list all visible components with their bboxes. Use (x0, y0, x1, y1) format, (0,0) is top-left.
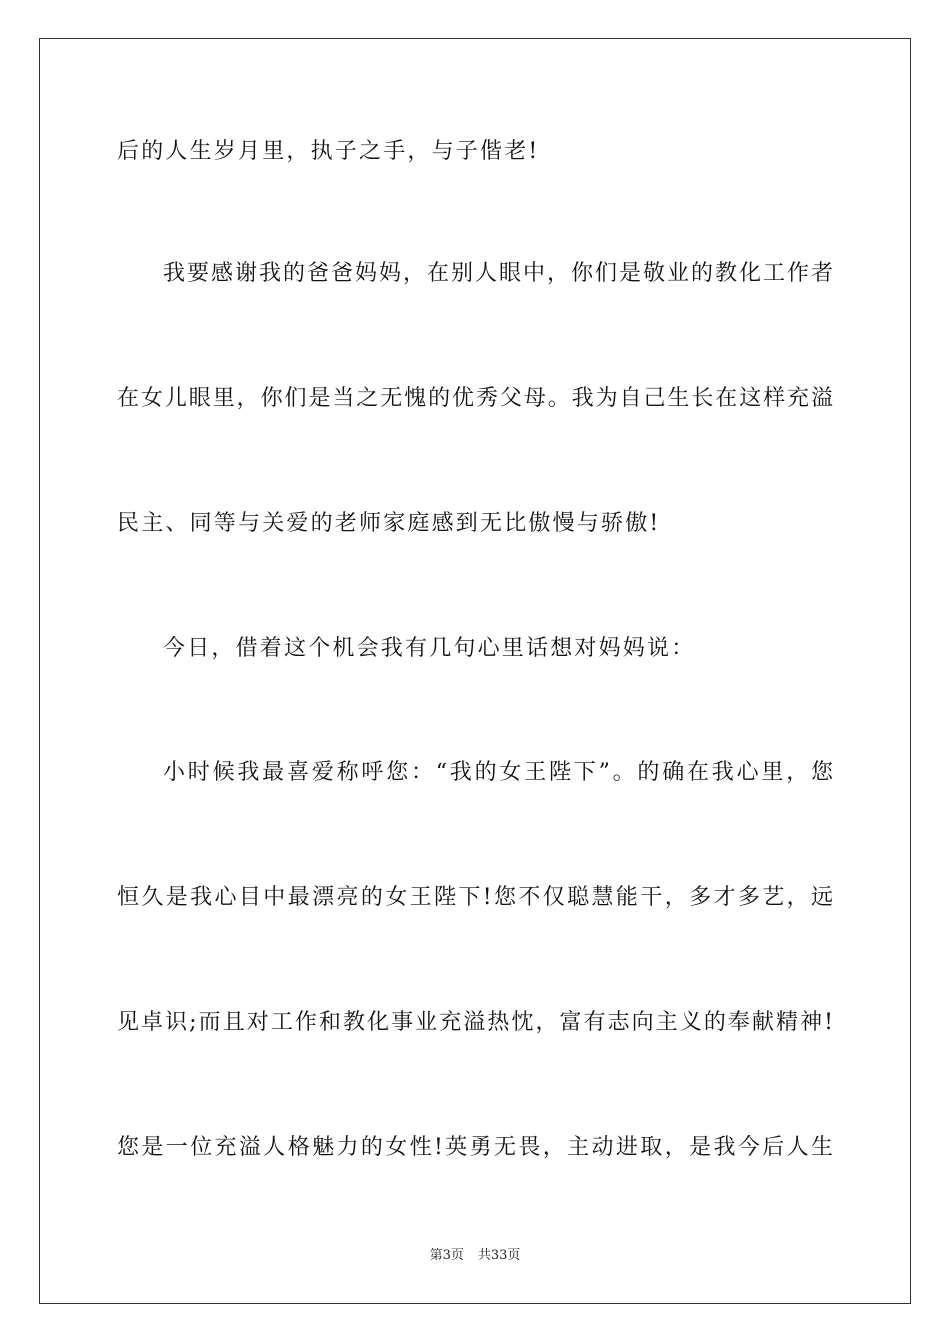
text-line-2: 我要感谢我的爸爸妈妈，在别人眼中，你们是敬业的教化工作者 (163, 261, 833, 286)
text-line-5: 今日，借着这个机会我有几句心里话想对妈妈说： (163, 636, 696, 661)
page-footer (0, 1247, 950, 1265)
text-line-1: 后的人生岁月里，执子之手，与子偕老! (117, 139, 540, 164)
text-line-6: 小时候我最喜爱称呼您：“我的女王陛下”。的确在我心里，您 (163, 760, 833, 785)
text-line-3: 在女儿眼里，你们是当之无愧的优秀父母。我为自己生长在这样充溢 (117, 386, 833, 411)
total-pages: 共33页 (477, 1248, 521, 1263)
text-line-9: 您是一位充溢人格魅力的女性!英勇无畏，主动进取，是我今后人生 (117, 1135, 833, 1160)
text-line-4: 民主、同等与关爱的老师家庭感到无比傲慢与骄傲! (117, 511, 661, 536)
text-line-8: 见卓识;而且对工作和教化事业充溢热忱，富有志向主义的奉献精神! (117, 1010, 833, 1035)
page-border (39, 38, 911, 1304)
text-line-7: 恒久是我心目中最漂亮的女王陛下!您不仅聪慧能干，多才多艺，远 (117, 885, 833, 910)
page-number: 第3页 (429, 1248, 464, 1263)
